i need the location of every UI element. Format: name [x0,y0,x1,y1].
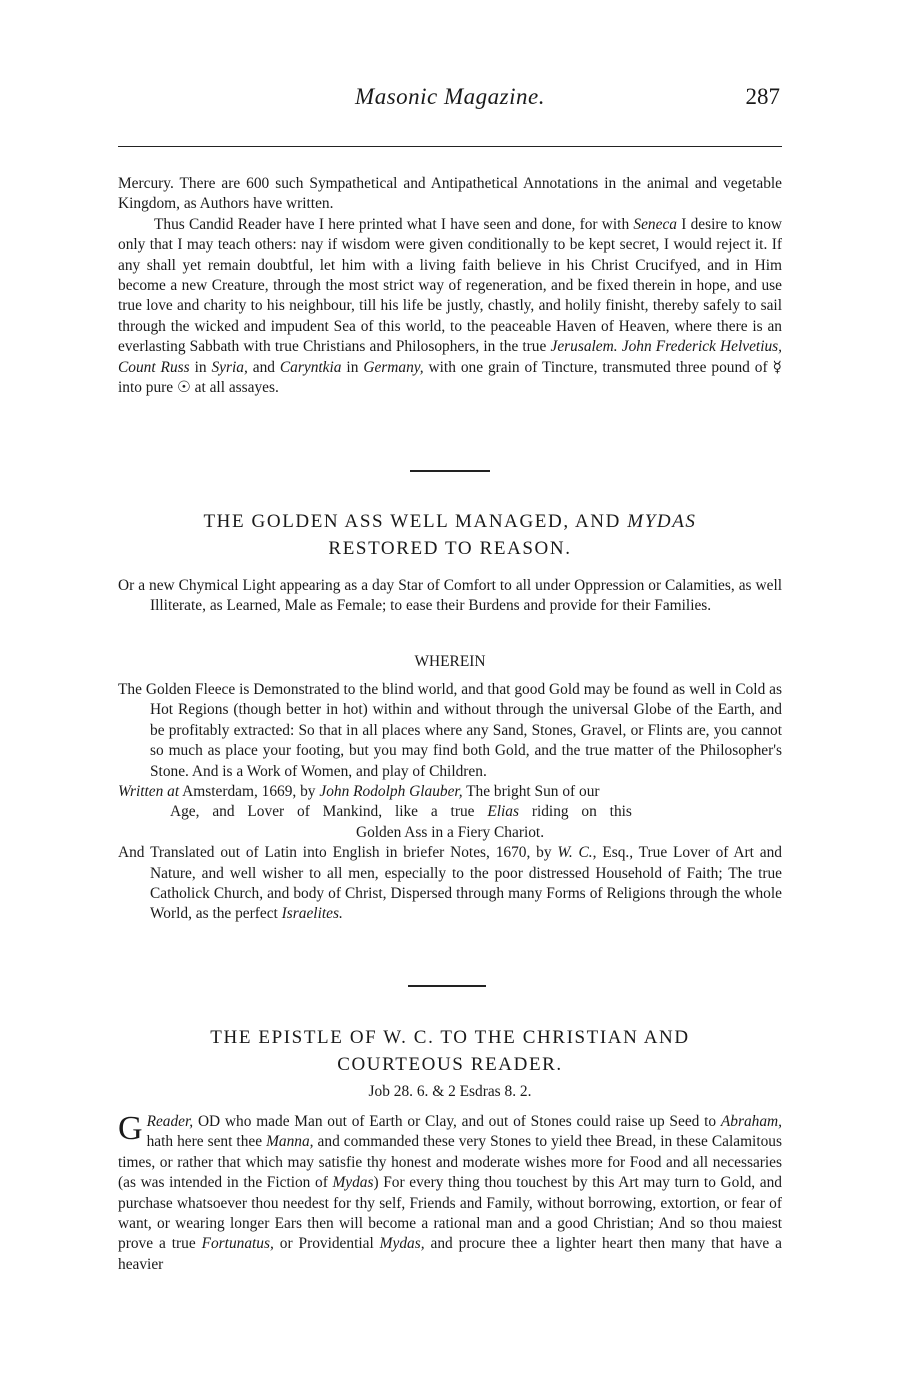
text-run: Thus Candid Reader have I here printed what I have seen and done, for with [154,215,634,233]
running-head [118,84,782,114]
section1-written-line3: Golden Ass in a Fiery Chariot. [355,823,545,841]
heading-text: THE GOLDEN ASS WELL MANAGED, AND [203,511,628,532]
text-run: , Esq., True Lover of Art and Nature, and well wisher to all men, especially to the poor distressed Household of Faith; The true Catholick Church, and body of Christ, Dispersed through many Forms of Religions through the whole World, as the perfect [150,844,783,923]
section1-paragraph-4 [118,843,782,925]
name-helvetius: John Frederick Helvetius, Count Russ [118,338,782,376]
name-glauber: John Rodolph Glauber, [319,783,463,801]
text-run: The bright Sun of our [462,783,600,801]
text-run: ) For every thing thou touchest by this Art may turn to Gold, and purchase whatsoever thou needest for thy self, Friends and Family, without borrowing, extortion, or fear of want, or wearing longer Ears then will become a rational man and a good Christian; And so thou maiest prove a true [118,1174,782,1253]
text-run: riding on this [518,803,632,821]
name-mydas: Mydas [332,1174,374,1192]
section2-paragraph-1 [118,1112,782,1275]
section2-heading-line2: COURTEOUS READER. [337,1054,563,1075]
side-word-reader: Reader, [146,1113,194,1130]
text-run: And Translated out of Latin into English in briefer Notes, 1670, by [118,844,558,862]
section1-heading-line1 [118,508,782,535]
section2-heading [118,1024,782,1078]
running-head-title: Masonic Magazine. [355,84,545,109]
text-run: hath here sent thee [146,1133,267,1151]
text-run: in [341,358,364,376]
wherein-heading: WHEREIN [414,653,486,670]
name-mydas-2: Mydas, [379,1235,425,1253]
name-fortunatus: Fortunatus, [201,1235,274,1253]
header-rule [118,146,782,147]
name-germany: Germany, [363,358,424,376]
written-at: Written at [118,783,180,801]
intro-paragraph-1: Mercury. There are 600 such Sympathetical and Antipathetical Annotations in the animal and vegetable Kingdom, as Authors have written. [118,175,782,213]
section2-body [118,1112,782,1275]
name-jerusalem: Jerusalem. [550,338,618,356]
text-run: Amsterdam, 1669, by [179,783,320,801]
drop-cap: G [118,1110,143,1147]
section1-body [118,680,782,925]
section-divider [410,470,490,472]
text-run: and [247,358,280,376]
section1-heading-line2: RESTORED TO REASON. [328,538,572,559]
heading-mydas: MYDAS [627,511,697,532]
name-abraham: Abraham, [720,1113,782,1130]
text-run: with one grain of Tincture, transmuted three pound of ☿ into pure ☉ at all assayes. [118,358,782,397]
text-run: I desire to know only that I may teach others: nay if wisdom were given conditionally to be kept secret, I would reject it. If any shall yet remain doubtful, let him with a living faith believe in his Christ Crucifyed, and in Him become a new Creature, through the most strict way of regeneration, and be fixed therein in hope, and use true love and charity to his neighbour, till his life be justly, chastly, and holily finisht, thereby safely to sail through the wicked and impudent Sea of this world, to the peaceable Haven of Heaven, where there is an everlasting Sabbath with true Christians and Philosophers, in the true [118,215,783,356]
intro-paragraph-2 [118,215,782,399]
text-run: OD who made Man out of Earth or Clay, and out of Stones could raise up Seed to [197,1113,721,1130]
section1-paragraph-1: Or a new Chymical Light appearing as a day Star of Comfort to all under Oppression or Calamities, as well Illiterate, as Learned, Male as Female; to ease their Burdens and provide for their Families. [118,577,782,615]
name-seneca: Seneca [633,215,677,233]
section1-written-line2 [118,802,782,822]
page-number: 287 [745,84,780,109]
name-caryntkia: Caryntkia [279,358,342,376]
intro-text [118,174,782,398]
name-elias: Elias [487,803,519,821]
name-manna: Manna, [266,1133,314,1151]
section-divider-2 [408,985,486,987]
text-run: or Providential [273,1235,380,1253]
name-israelites: Israelites. [281,905,343,923]
section1-written-line [118,782,782,802]
text-run: Age, and Lover of Mankind, like a true [170,803,488,821]
text-run: in [189,358,212,376]
text-run: and commanded these very Stones to yield thee Bread, in these Calamitous times, or rather that which may satisfie thy honest and moderate wishes more for Food and all necessaries (as was intended in the Fiction of [118,1133,782,1192]
section1-heading [118,508,782,562]
section1-paragraph-2: The Golden Fleece is Demonstrated to the blind world, and that good Gold may be found as well in Cold as Hot Regions (though better in hot) within and without through the universal Globe of the Earth, and be profitably extracted: So that in all places where any Sand, Stones, Gravel, or Flints are, you cannot so much as place your footing, but you may find both Gold, and the true matter of the Philosopher's Stone. And is a Work of Women, and play of Children. [118,681,782,780]
name-syria: Syria, [211,358,248,376]
section2-heading-line1: THE EPISTLE OF W. C. TO THE CHRISTIAN AND [210,1027,690,1048]
section1-intro [118,576,782,617]
scripture-reference: Job 28. 6. & 2 Esdras 8. 2. [368,1083,532,1100]
name-wc: W. C. [557,844,593,862]
text-run: and procure thee a lighter heart then many that have a heavier [118,1235,782,1273]
